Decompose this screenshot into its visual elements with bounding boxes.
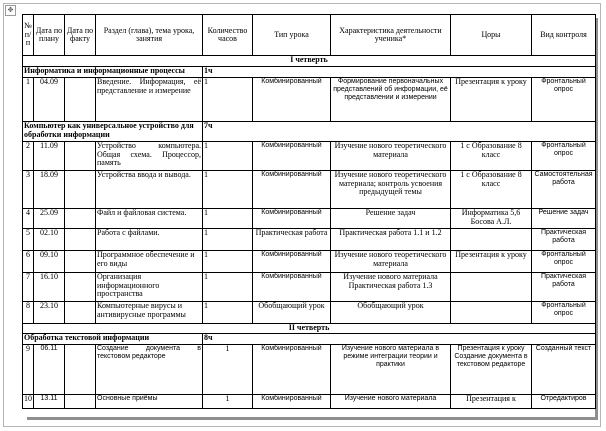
row-fact-date [65,171,96,209]
row-control: Практическая работа [532,229,596,251]
lesson-plan-table [22,14,596,409]
row-control: Фронтальный опрос [532,251,596,273]
section-row [23,334,596,345]
row-date: 02.10 [34,229,65,251]
row-topic: Устройство компьютера. Общая схема. Процессор, память [96,142,203,171]
table-row [23,273,596,302]
row-fact-date [65,142,96,171]
row-date: 25.09 [34,209,65,229]
row-resources: 1 с Образование 8 класс [451,142,532,171]
row-resources [451,229,532,251]
row-type: Комбинированный [253,345,331,395]
row-activity: Изучение нового теоретического материала [331,251,451,273]
section-title: Информатика и информационные процессы [23,67,203,78]
row-num: 4 [23,209,34,229]
header-resources: Цоры [451,15,532,56]
row-activity: Изучение нового материала Практическая работа 1.3 [331,273,451,302]
row-control: Самостоятельная работа [532,171,596,209]
row-control: Фронтальный опрос [532,302,596,324]
row-fact-date [65,229,96,251]
section-row [23,67,596,78]
page-shadow-bottom [27,417,598,420]
row-type: Комбинированный [253,251,331,273]
table-header-row [23,15,596,56]
row-date: 04.09 [34,78,65,122]
row-topic: Программное обеспечение и его виды [96,251,203,273]
row-date: 06.11 [34,345,65,395]
row-hours: 1 [203,142,253,171]
table-row [23,209,596,229]
row-resources: Презентация к уроку [451,251,532,273]
row-topic: Основные приёмы [96,395,203,409]
table-row [23,78,596,122]
table-row [23,395,596,409]
row-num: 8 [23,302,34,324]
quarter-row [23,56,596,67]
row-topic: Файл и файловая система. [96,209,203,229]
header-activity: Характеристика деятельности ученика* [331,15,451,56]
row-fact-date [65,302,96,324]
row-num: 6 [23,251,34,273]
row-topic: Компьютерные вирусы и антивирусные программы [96,302,203,324]
row-num: 9 [23,345,34,395]
row-fact-date [65,273,96,302]
table-row [23,302,596,324]
row-type: Комбинированный [253,171,331,209]
table-move-handle-icon[interactable]: ✥ [5,5,16,16]
row-num: 3 [23,171,34,209]
table-row [23,229,596,251]
row-fact-date [65,251,96,273]
row-control: Созданный текст [532,345,596,395]
row-type: Обобщающий урок [253,302,331,324]
row-topic: Устройства ввода и вывода. [96,171,203,209]
row-control: Отредактиров [532,395,596,409]
row-activity: Формирование первоначальных представлений об информации, её представлении и измерении [331,78,451,122]
quarter-row [23,324,596,334]
row-fact-date [65,78,96,122]
row-date: 18.09 [34,171,65,209]
section-hours: 7ч [203,122,596,142]
row-date: 16.10 [34,273,65,302]
row-fact-date [65,209,96,229]
row-fact-date [65,395,96,409]
quarter-label: I четверть [23,56,596,67]
row-date: 23.10 [34,302,65,324]
row-activity: Изучение нового теоретического материала [331,142,451,171]
row-activity: Решение задач [331,209,451,229]
row-control: Фронтальный опрос [532,142,596,171]
row-type: Комбинированный [253,395,331,409]
row-topic: Введение. Информация, её представление и измерение [96,78,203,122]
row-hours: 1 [203,171,253,209]
row-type: Комбинированный [253,273,331,302]
row-hours: 1 [203,345,253,395]
row-control: Решение задач [532,209,596,229]
row-control: Фронтальный опрос [532,78,596,122]
row-fact-date [65,345,96,395]
table-row [23,345,596,395]
row-num: 1 [23,78,34,122]
row-activity: Изучение нового материала в режиме интеграции теории и практики [331,345,451,395]
row-type: Комбинированный [253,209,331,229]
row-topic: Создание документа в текстовом редакторе [96,345,203,395]
row-type: Комбинированный [253,142,331,171]
row-hours: 1 [203,251,253,273]
table-row [23,171,596,209]
header-fact-date: Дата по факту [65,15,96,56]
section-title: Компьютер как универсальное устройство для обработки информации [23,122,203,142]
row-hours: 1 [203,302,253,324]
section-hours: 8ч [203,334,596,345]
table-row [23,142,596,171]
row-resources: Презентация к [451,395,532,409]
row-control: Практическая работа [532,273,596,302]
row-activity: Изучение нового материала [331,395,451,409]
row-resources: Презентация к уроку Создание документа в текстовом редакторе [451,345,532,395]
row-num: 5 [23,229,34,251]
row-resources: Презентация к уроку [451,78,532,122]
section-row [23,122,596,142]
row-activity: Практическая работа 1.1 и 1.2 [331,229,451,251]
header-topic: Раздел (глава), тема урока, занятия [96,15,203,56]
row-hours: 1 [203,229,253,251]
row-activity: Изучение нового теоретического материала; контроль усвоения предыдущей темы [331,171,451,209]
row-topic: Организация информационного пространства [96,273,203,302]
row-num: 10 [23,395,34,409]
row-date: 13.11 [34,395,65,409]
row-hours: 1 [203,273,253,302]
row-num: 2 [23,142,34,171]
section-hours: 1ч [203,67,596,78]
row-type: Практическая работа [253,229,331,251]
row-resources: 1 с Образование 8 класс [451,171,532,209]
row-resources [451,302,532,324]
header-num: № п/п [23,15,34,56]
row-resources: Информатика 5,6 Босова А.Л. [451,209,532,229]
row-date: 09.10 [34,251,65,273]
row-type: Комбинированный [253,78,331,122]
table-row [23,251,596,273]
header-hours: Количество часов [203,15,253,56]
section-title: Обработка текстовой информации [23,334,203,345]
header-control: Вид контроля [532,15,596,56]
row-activity: Обобщающий урок [331,302,451,324]
row-hours: 1 [203,78,253,122]
row-resources [451,273,532,302]
row-topic: Работа с файлами. [96,229,203,251]
row-hours: 1 [203,395,253,409]
row-hours: 1 [203,209,253,229]
header-lesson-type: Тип урока [253,15,331,56]
row-date: 11.09 [34,142,65,171]
header-plan-date: Дата по плану [34,15,65,56]
row-num: 7 [23,273,34,302]
document-frame [3,3,601,427]
quarter-label: II четверть [23,324,596,334]
